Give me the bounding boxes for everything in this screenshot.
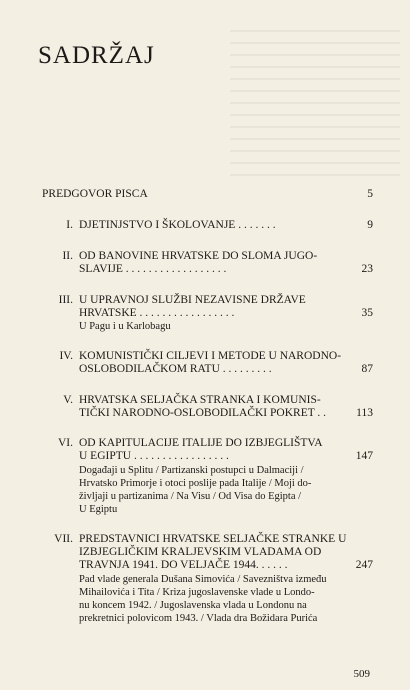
toc-entry-1-number: I. — [66, 219, 73, 231]
toc-entry-3-number: III. — [58, 294, 73, 306]
toc-entry-7-number: VII. — [54, 533, 73, 545]
toc-entry-1-title: DJETINJSTVO I ŠKOLOVANJE . . . . . . . — [79, 219, 276, 231]
toc-entry-4-number: IV. — [59, 350, 73, 362]
toc-entry-3-subtopics: U Pagu i u Karlobagu — [79, 321, 171, 332]
page-number: 509 — [353, 668, 370, 680]
toc-entry-6-subtopics-4: U Egiptu — [79, 504, 118, 515]
toc-entry-7-page: 247 — [355, 559, 373, 571]
toc-entry-6-number: VI. — [57, 437, 73, 449]
toc-entry-2-number: II. — [62, 250, 73, 262]
bleed-through-text — [230, 30, 400, 180]
toc-entry-7-subtopics-2: Mihailovića i Tita / Kriza jugoslavenske vlade u Londo- — [79, 587, 315, 598]
toc-entry-7-subtopics-4: prekretnici polovicom 1943. / Vlada dra Božidara Purića — [79, 613, 318, 624]
toc-entry-5-title-line-1: HRVATSKA SELJAČKA STRANKA I KOMUNIS- — [79, 394, 321, 406]
toc-preface-label: PREDGOVOR PISCA — [42, 188, 148, 200]
toc-entry-6-subtopics-1: Događaji u Splitu / Partizanski postupci u Dalmaciji / — [79, 465, 304, 476]
toc-entry-6-title-line-2: U EGIPTU . . . . . . . . . . . . . . . . . — [79, 450, 229, 462]
toc-entry-7-subtopics-3: nu koncem 1942. / Jugoslavenska vlada u Londonu na — [79, 600, 307, 611]
toc-entry-6-page: 147 — [355, 450, 373, 462]
toc-entry-3-title-line-1: U UPRAVNOJ SLUŽBI NEZAVISNE DRŽAVE — [79, 294, 306, 306]
toc-entry-5-title-line-2: TIČKI NARODNO-OSLOBODILAČKI POKRET . . — [79, 407, 327, 419]
toc-entry-2-page: 23 — [361, 263, 373, 275]
toc-preface-page: 5 — [367, 188, 373, 200]
toc-entry-2-title-line-1: OD BANOVINE HRVATSKE DO SLOMA JUGO- — [79, 250, 318, 262]
toc-entry-1-page: 9 — [367, 219, 373, 231]
toc-entry-5-page: 113 — [356, 407, 373, 419]
toc-entry-2-title-line-2: SLAVIJE . . . . . . . . . . . . . . . . . . — [79, 263, 227, 275]
toc-entry-7-title-line-3: TRAVNJA 1941. DO VELJAČE 1944. . . . . . — [79, 559, 288, 571]
toc-entry-6-subtopics-3: življaji u partizanima / Na Visu / Od Visa do Egipta / — [79, 491, 302, 502]
toc-entry-4-title-line-1: KOMUNISTIČKI CILJEVI I METODE U NARODNO- — [79, 350, 342, 362]
toc-entry-7-subtopics-1: Pad vlade generala Dušana Simovića / Savezništva između — [79, 574, 327, 585]
toc-entry-3-page: 35 — [361, 307, 373, 319]
toc-entry-4-page: 87 — [361, 363, 373, 375]
toc-entry-4-title-line-2: OSLOBODILAČKOM RATU . . . . . . . . . — [79, 363, 272, 375]
toc-entry-3-title-line-2: HRVATSKE . . . . . . . . . . . . . . . . . — [79, 307, 235, 319]
toc-entry-6-subtopics-2: Hrvatsko Primorje i otoci poslije pada Italije / Moji do- — [79, 478, 312, 489]
toc-entry-5-number: V. — [63, 394, 73, 406]
page-title: SADRŽAJ — [38, 42, 155, 69]
toc-entry-6-title-line-1: OD KAPITULACIJE ITALIJE DO IZBJEGLIŠTVA — [79, 437, 323, 449]
toc-entry-7-title-line-1: PREDSTAVNICI HRVATSKE SELJAČKE STRANKE U — [79, 533, 347, 545]
toc-entry-7-title-line-2: IZBJEGLIČKIM KRALJEVSKIM VLADAMA OD — [79, 546, 322, 558]
